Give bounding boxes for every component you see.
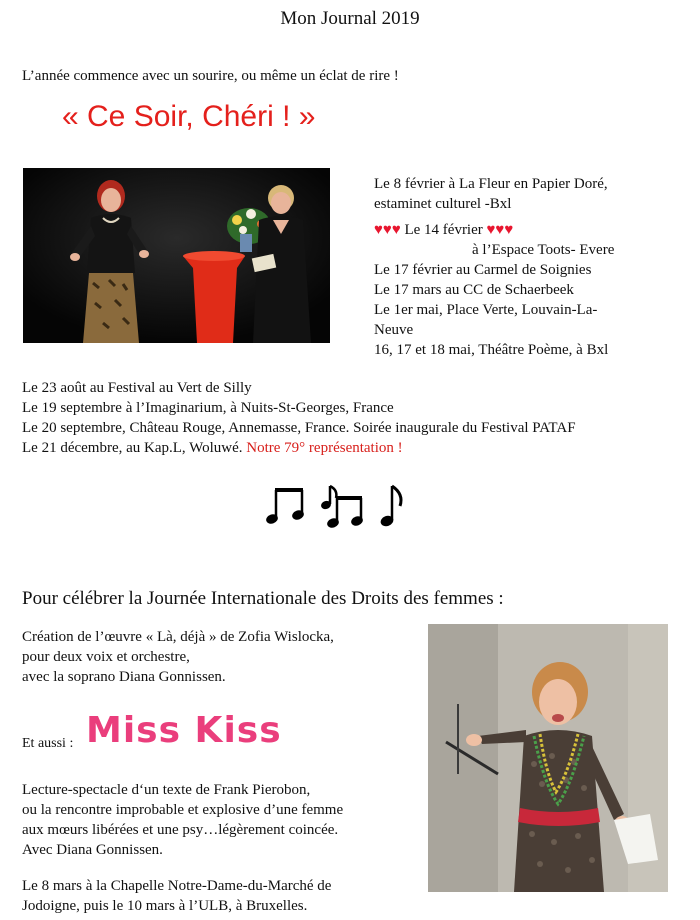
paragraph-line: aux mœurs libérées et une psy…légèrement coincée. (22, 822, 339, 838)
intro-text: L’année commence avec un sourire, ou même un éclat de rire ! (22, 68, 399, 84)
date-line: 16, 17 et 18 mai, Théâtre Poème, à Bxl (374, 342, 609, 358)
date-line: Le 1er mai, Place Verte, Louvain-La- (374, 302, 598, 318)
paragraph-line: Avec Diana Gonnissen. (22, 842, 163, 858)
date-text: Le 14 février (400, 222, 487, 238)
performer-photo-illustration (428, 624, 668, 892)
date-line: Le 17 mars au CC de Schaerbeek (374, 282, 574, 298)
et-aussi-label: Et aussi : (22, 736, 74, 751)
date-text: Le 21 décembre, au Kap.L, Woluwé. (22, 440, 247, 456)
lecture-paragraph (22, 780, 343, 860)
date-line (22, 438, 576, 458)
music-notes-drawing (264, 480, 414, 530)
stage-photo (23, 168, 330, 343)
section-title: Pour célébrer la Journée Internationale des Droits des femmes : (22, 588, 504, 609)
date-line: Le 17 février au Carmel de Soignies (374, 262, 592, 278)
show-title: « Ce Soir, Chéri ! » (62, 100, 316, 133)
stage-photo-illustration (23, 168, 330, 343)
performer-photo (428, 624, 668, 892)
music-notes-icon (264, 480, 414, 530)
miss-kiss-title: Miss Kiss (86, 710, 282, 751)
paragraph-line: ou la rencontre improbable et explosive d’une femme (22, 802, 344, 818)
paragraph-line: Création de l’œuvre « Là, déjà » de Zofia Wislocka, (22, 629, 334, 645)
paragraph-line: Le 8 mars à la Chapelle Notre-Dame-du-Marché de (22, 878, 332, 894)
paragraph-line: Lecture-spectacle d‘un texte de Frank Pierobon, (22, 782, 311, 798)
date-line: Le 23 août au Festival au Vert de Silly (22, 380, 252, 396)
date-line: Neuve (374, 322, 414, 338)
paragraph-line: avec la soprano Diana Gonnissen. (22, 669, 226, 685)
hearts-icon: ♥♥♥ (486, 222, 514, 238)
creation-paragraph (22, 627, 334, 687)
dates-list-below (22, 378, 576, 458)
date-line: Le 8 février à La Fleur en Papier Doré, (374, 176, 608, 192)
date-line-valentine (374, 220, 614, 240)
dates-list-right (374, 174, 614, 360)
paragraph-line: Jodoigne, puis le 10 mars à l’ULB, à Bruxelles. (22, 898, 308, 914)
final-paragraph (22, 876, 331, 916)
page-title: Mon Journal 2019 (280, 8, 420, 29)
paragraph-line: pour deux voix et orchestre, (22, 649, 190, 665)
hearts-icon: ♥♥♥ (374, 222, 401, 238)
date-line: à l’Espace Toots- Evere (472, 242, 615, 258)
performance-count-highlight: Notre 79° représentation ! (246, 440, 403, 456)
date-line: Le 20 septembre, Château Rouge, Annemasse, France. Soirée inaugurale du Festival PATAF (22, 420, 576, 436)
date-line: Le 19 septembre à l’Imaginarium, à Nuits-St-Georges, France (22, 400, 394, 416)
date-line: estaminet culturel -Bxl (374, 196, 512, 212)
